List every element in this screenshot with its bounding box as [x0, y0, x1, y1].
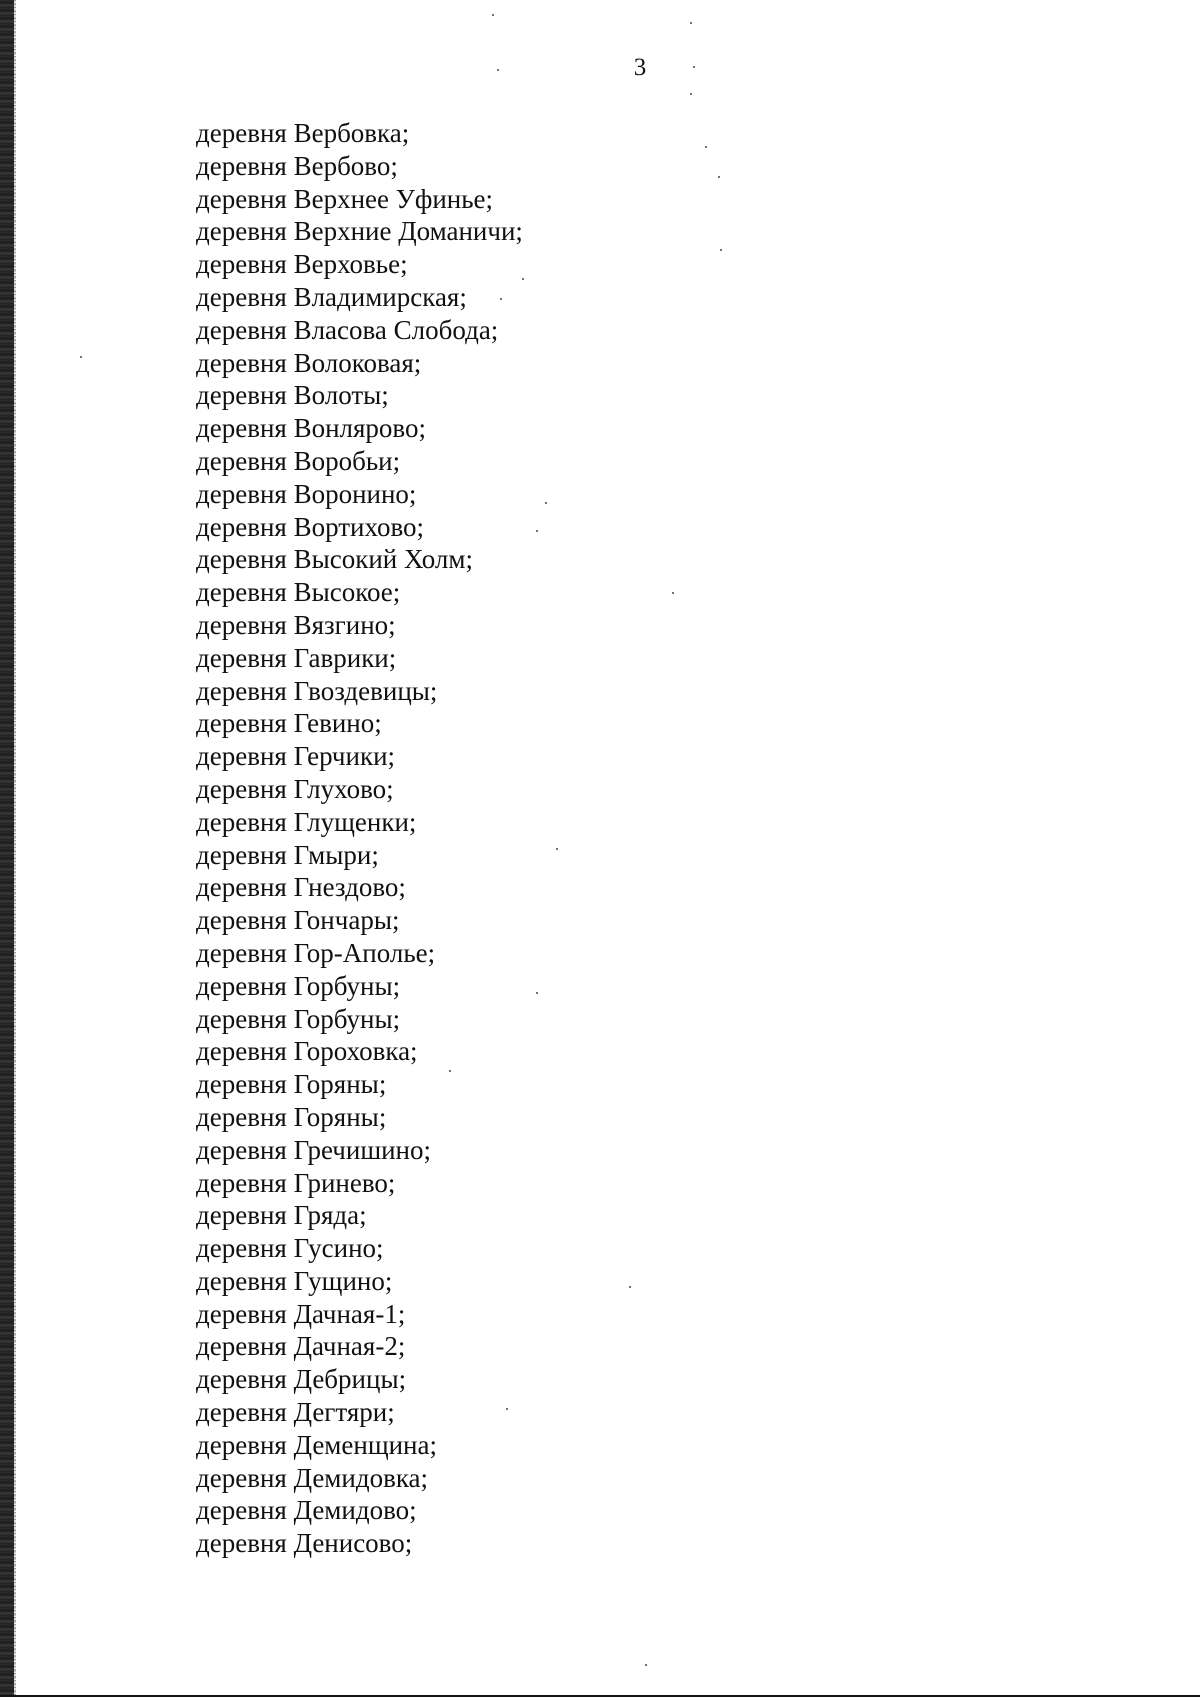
scan-speck [80, 356, 82, 358]
scan-speck [672, 592, 674, 594]
list-item: деревня Гречишино; [196, 1134, 432, 1165]
list-item: деревня Дачная-2; [196, 1331, 406, 1362]
list-item: деревня Гнездово; [196, 872, 406, 903]
list-item: деревня Деменщина; [196, 1429, 437, 1460]
list-item: деревня Вязгино; [196, 609, 396, 640]
list-item: деревня Гусино; [196, 1233, 384, 1264]
scan-speck [690, 93, 692, 95]
list-item: деревня Гущино; [196, 1265, 393, 1296]
scan-speck [645, 1664, 647, 1666]
list-item: деревня Высокое; [196, 577, 401, 608]
scan-speck [500, 298, 502, 300]
list-item: деревня Дегтяри; [196, 1397, 395, 1428]
list-item: деревня Демидово; [196, 1495, 417, 1526]
list-item: деревня Верхние Доманичи; [196, 216, 523, 247]
list-item: деревня Воронино; [196, 478, 417, 509]
settlement-list [196, 117, 523, 1560]
scan-speck [545, 502, 547, 504]
list-item: деревня Гор-Аполье; [196, 937, 436, 968]
list-item: деревня Денисово; [196, 1528, 413, 1559]
list-item: деревня Воробьи; [196, 445, 401, 476]
scan-speck [720, 249, 722, 251]
scan-speck [449, 1070, 451, 1072]
list-item: деревня Владимирская; [196, 281, 467, 312]
scan-speck [556, 848, 558, 850]
list-item: деревня Гевино; [196, 708, 382, 739]
scan-speck [718, 176, 720, 178]
list-item: деревня Вортихово; [196, 511, 425, 542]
scan-speck [536, 992, 538, 994]
list-item: деревня Дачная-1; [196, 1298, 406, 1329]
list-item: деревня Волоты; [196, 380, 389, 411]
list-item: деревня Верховье; [196, 249, 408, 280]
scan-speck [705, 146, 707, 148]
list-item: деревня Гороховка; [196, 1036, 418, 1067]
list-item: деревня Демидовка; [196, 1462, 429, 1493]
list-item: деревня Глущенки; [196, 806, 417, 837]
scan-speck [629, 1286, 631, 1288]
list-item: деревня Горяны; [196, 1069, 387, 1100]
list-item: деревня Гринево; [196, 1167, 396, 1198]
list-item: деревня Вонлярово; [196, 413, 426, 444]
scan-speck [506, 1408, 508, 1410]
scan-speck [522, 278, 524, 280]
list-item: деревня Герчики; [196, 741, 396, 772]
list-item: деревня Высокий Холм; [196, 544, 473, 575]
list-item: деревня Вербово; [196, 150, 398, 181]
scan-speck [536, 530, 538, 532]
list-item: деревня Дебрицы; [196, 1364, 407, 1395]
list-item: деревня Гвоздевицы; [196, 675, 438, 706]
list-item: деревня Верхнее Уфинье; [196, 183, 494, 214]
list-item: деревня Горбуны; [196, 970, 401, 1001]
list-item: деревня Гончары; [196, 905, 400, 936]
list-item: деревня Гряда; [196, 1200, 367, 1231]
list-item: деревня Гаврики; [196, 642, 397, 673]
scan-edge-left [0, 0, 14, 1697]
list-item: деревня Гмыри; [196, 839, 379, 870]
list-item: деревня Горбуны; [196, 1003, 401, 1034]
page-number: 3 [633, 54, 647, 81]
scan-speck [497, 69, 499, 71]
list-item: деревня Горяны; [196, 1101, 387, 1132]
scan-speck [690, 22, 692, 24]
list-item: деревня Волоковая; [196, 347, 422, 378]
list-item: деревня Глухово; [196, 773, 394, 804]
scan-speck [492, 14, 494, 16]
scan-speck [693, 66, 695, 68]
list-item: деревня Власова Слобода; [196, 314, 499, 345]
list-item: деревня Вербовка; [196, 118, 410, 148]
